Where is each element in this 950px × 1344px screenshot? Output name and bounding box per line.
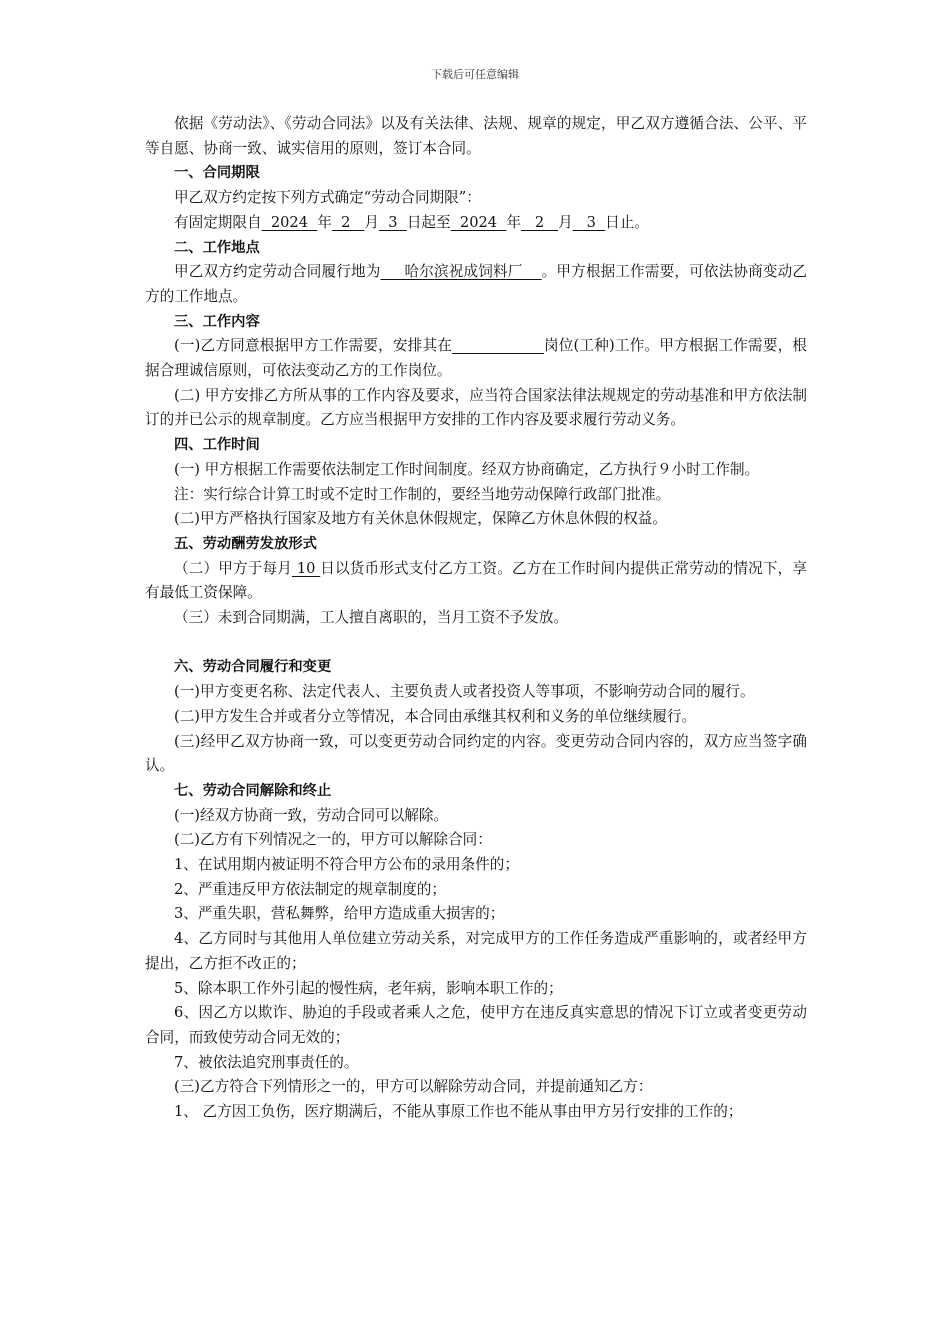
section-heading-location: 二、工作地点 (174, 239, 260, 256)
term-dates-paragraph (145, 211, 807, 236)
location-pre: 甲乙双方约定劳动合同履行地为 (174, 263, 381, 281)
pay-paragraph-2: （三）未到合同期满，工人擅自离职的，当月工资不予发放。 (174, 609, 569, 627)
term-month-word: 月 (364, 213, 379, 231)
list-item: 1、 乙方因工负伤，医疗期满后，不能从事原工作也不能从事由甲方另行安排的工作的； (174, 1103, 743, 1121)
section-heading-hours: 四、工作时间 (174, 437, 260, 454)
term-year-word: 年 (317, 213, 332, 231)
pay-day: 10 (292, 559, 321, 577)
section-heading-content: 三、工作内容 (174, 313, 260, 330)
content-p1-post: 岗位(工种)工作。甲方根据工作需要，根据合理诚信原则，可依法变动乙方的工作岗位。 (145, 337, 808, 380)
term-start-year: 2024 (261, 213, 318, 231)
term-method-paragraph: 甲乙双方约定按下列方式确定“劳动合同期限”： (174, 189, 481, 207)
list-item: 1、在试用期内被证明不符合甲方公布的录用条件的； (174, 856, 519, 874)
pay-p1-pre: （二）甲方于每月 (174, 559, 293, 577)
section-heading-pay: 五、劳动酬劳发放形式 (174, 535, 317, 552)
header-note: 下载后可任意编辑 (431, 68, 519, 81)
term-mid: 日起至 (406, 213, 451, 231)
term-end-month: 2 (520, 213, 559, 231)
content-paragraph-1 (145, 334, 807, 383)
location-place: 哈尔滨祝成饲料厂 (380, 263, 542, 281)
list-item: 6、因乙方以欺诈、胁迫的手段或者乘人之危，使甲方在违反真实意思的情况下订立或者变更劳动合同，而致使劳动合同无效的； (145, 1004, 807, 1046)
hours-paragraph-2: (二)甲方严格执行国家及地方有关休息休假规定，保障乙方休息休假的权益。 (174, 510, 667, 528)
intro-paragraph: 依据《劳动法》、《劳动合同法》以及有关法律、法规、规章的规定，甲乙双方遵循合法、公平、平等自愿、协商一致、诚实信用的原则，签订本合同。 (145, 115, 807, 157)
list-item: 7、被依法追究刑事责任的。 (174, 1053, 359, 1071)
term-year-word-2: 年 (506, 213, 521, 231)
section-heading-term: 一、合同期限 (174, 165, 260, 182)
pay-paragraph-1 (145, 557, 807, 606)
section-heading-termination: 七、劳动合同解除和终止 (174, 782, 332, 799)
content-paragraph-2: (二) 甲方安排乙方所从事的工作内容及要求，应当符合国家法律法规规定的劳动基准和甲方依法制订的并已公示的规章制度。乙方应当根据甲方安排的工作内容及要求履行劳动义务。 (145, 386, 807, 429)
change-paragraph-3: (三)经甲乙双方协商一致，可以变更劳动合同约定的内容。变更劳动合同内容的，双方应当签字确认。 (145, 732, 807, 775)
termination-paragraph-2: (二)乙方有下列情况之一的，甲方可以解除合同： (174, 831, 492, 849)
location-paragraph (145, 260, 807, 309)
location-post: 。甲方根据工作需要，可依法协商变动乙方的工作地点。 (145, 263, 807, 305)
term-prefix: 有固定期限自 (174, 213, 262, 231)
term-start-day: 3 (378, 213, 407, 231)
termination-paragraph-3: (三)乙方符合下列情形之一的，甲方可以解除劳动合同，并提前通知乙方： (174, 1078, 653, 1096)
list-item: 5、除本职工作外引起的慢性病，老年病，影响本职工作的； (174, 979, 563, 997)
position-blank (452, 337, 544, 354)
term-suffix: 日止。 (605, 213, 649, 231)
spacer (145, 631, 807, 656)
term-end-day: 3 (572, 213, 606, 231)
hours-paragraph-1: (一) 甲方根据工作需要依法制定工作时间制度。经双方协商确定，乙方执行９小时工作制。 (174, 460, 760, 478)
pay-p1-post: 日以货币形式支付乙方工资。乙方在工作时间内提供正常劳动的情况下，享有最低工资保障。 (145, 559, 807, 602)
termination-paragraph-1: (一)经双方协商一致，劳动合同可以解除。 (174, 806, 449, 824)
term-end-year: 2024 (450, 213, 507, 231)
contract-body (145, 112, 807, 1125)
term-start-month: 2 (331, 213, 365, 231)
change-paragraph-2: (二)甲方发生合并或者分立等情况，本合同由承继其权利和义务的单位继续履行。 (174, 707, 697, 725)
hours-note: 注：实行综合计算工时或不定时工作制的，要经当地劳动保障行政部门批准。 (174, 485, 671, 503)
list-item: 4、乙方同时与其他用人单位建立劳动关系，对完成甲方的工作任务造成严重影响的，或者经甲方提出，乙方拒不改正的； (145, 930, 807, 972)
change-paragraph-1: (一)甲方变更名称、法定代表人、主要负责人或者投资人等事项，不影响劳动合同的履行。 (174, 683, 755, 701)
section-heading-change: 六、劳动合同履行和变更 (174, 659, 332, 676)
list-item: 3、严重失职，营私舞弊，给甲方造成重大损害的； (174, 905, 505, 923)
term-month-word-2: 月 (558, 213, 573, 231)
content-p1-pre: (一)乙方同意根据甲方工作需要，安排其在 (174, 337, 453, 355)
list-item: 2、严重违反甲方依法制定的规章制度的； (174, 880, 446, 898)
